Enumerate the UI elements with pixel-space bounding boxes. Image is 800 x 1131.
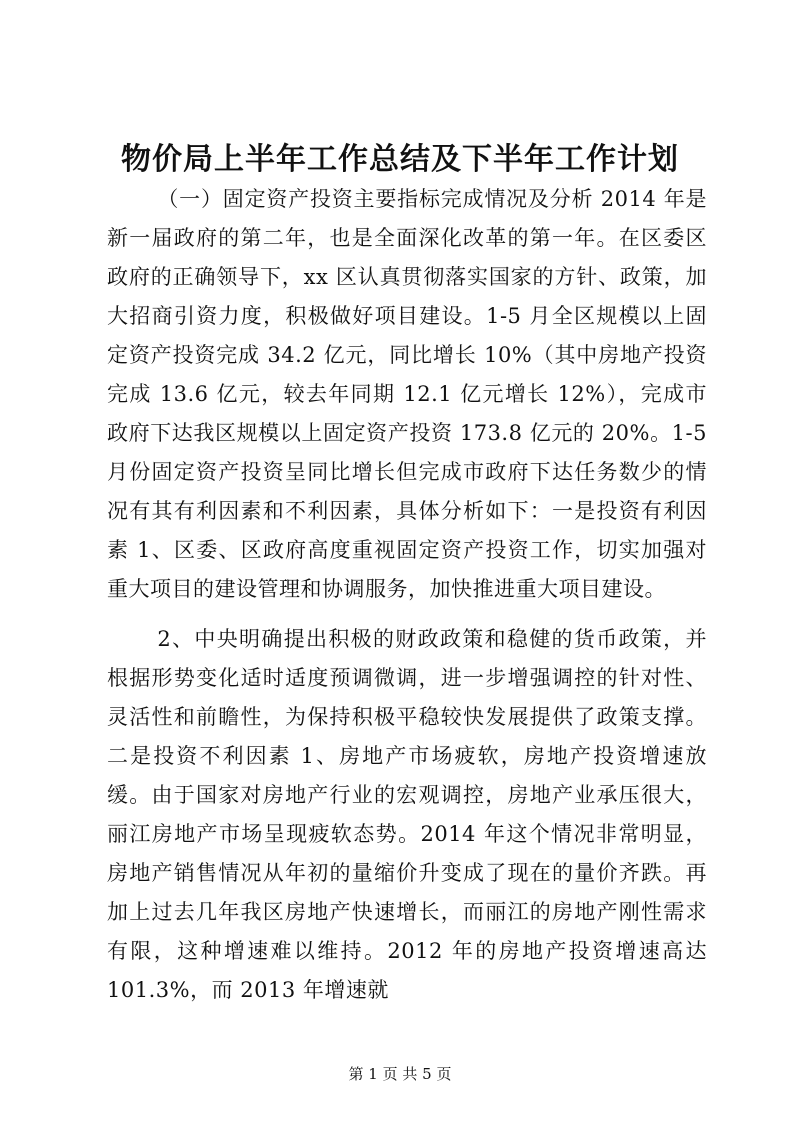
paragraph-2: 2、中央明确提出积极的财政政策和稳健的货币政策，并根据形势变化适时适度预调微调，进一步增强调控的针对性、灵活性和前瞻性，为保持积极平稳较快发展提供了政策支撑。二是投资不利因素 1、房地产市场疲软，房地产投资增速放缓。由于国家对房地产行业的宏观调控，房地产业承压很大，丽江房地产市场呈现疲软态势。2014 年这个情况非常明显，房地产销售情况从年初的量缩价升变成了现在的量价齐跌。再加上过去几年我区房地产快速增长，而丽江的房地产刚性需求有限，这种增速难以维持。2012 年的房地产投资增速高达 101.3%，而 2013 年增速就 bbox=[107, 627, 707, 1002]
page-footer: 第 1 页 共 5 页 bbox=[348, 1065, 452, 1083]
document-body bbox=[107, 180, 707, 1010]
document-title: 物价局上半年工作总结及下半年工作计划 bbox=[121, 142, 679, 177]
paragraph-1: （一）固定资产投资主要指标完成情况及分析 2014 年是新一届政府的第二年，也是全面深化改革的第一年。在区委区政府的正确领导下，xx 区认真贯彻落实国家的方针、政策，加大招商引资力度，积极做好项目建设。1-5 月全区规模以上固定资产投资完成 34.2 亿元，同比增长 10%（其中房地产投资完成 13.6 亿元，较去年同期 12.1 亿元增长 12%），完成市政府下达我区规模以上固定资产投资 173.8 亿元的 20%。1-5 月份固定资产投资呈同比增长但完成市政府下达任务数少的情况有其有利因素和不利因素，具体分析如下：一是投资有利因素 1、区委、区政府高度重视固定资产投资工作，切实加强对重大项目的建设管理和协调服务，加快推进重大项目建设。 bbox=[107, 187, 707, 601]
